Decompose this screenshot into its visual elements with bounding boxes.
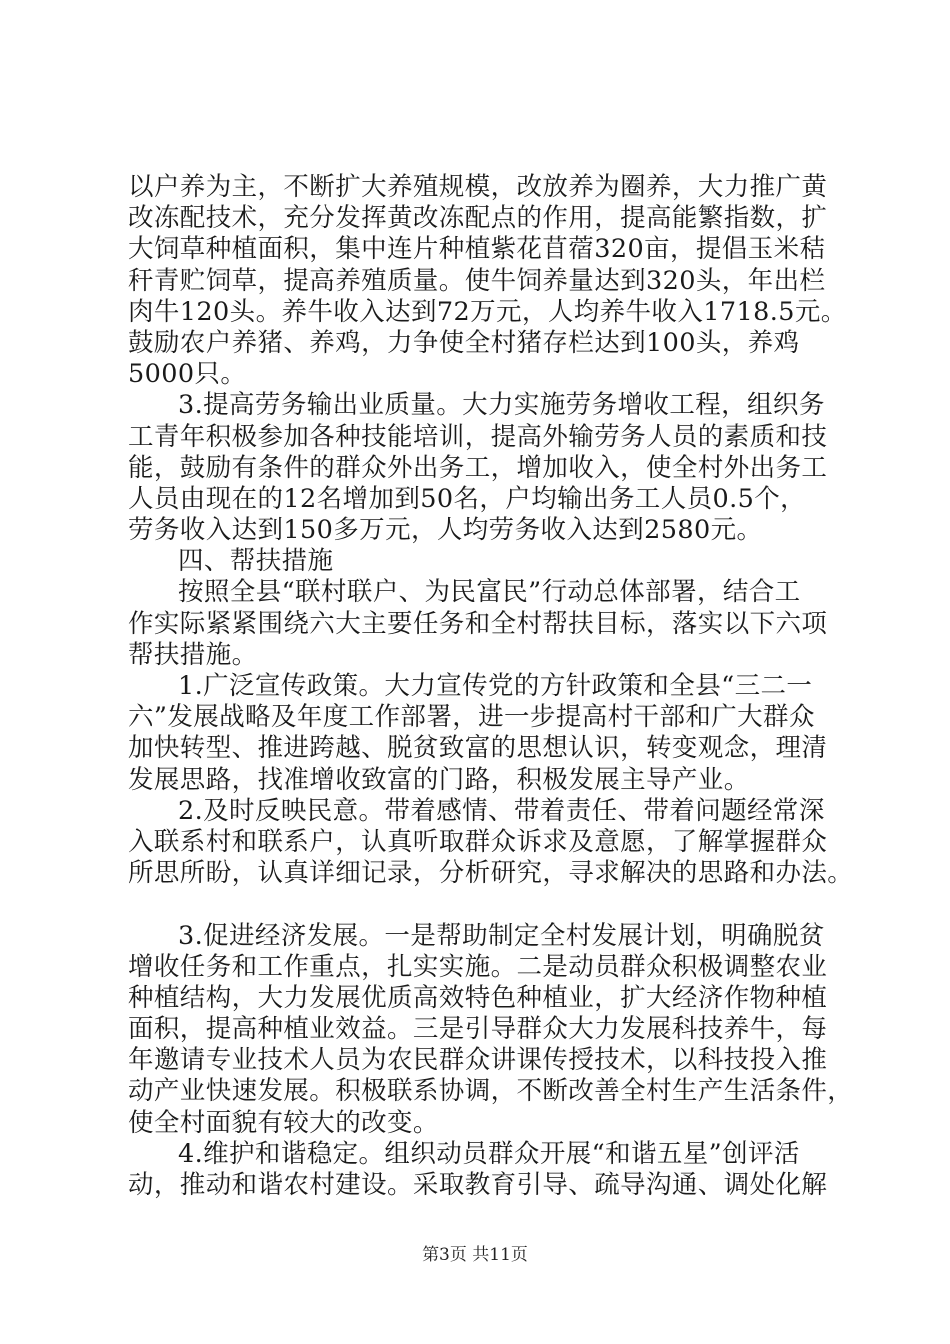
paragraph-start-line: 3.提高劳务输出业质量。大力实施劳务增收工程，组织务 — [178, 390, 825, 421]
page-number-footer: 第3页 共11页 — [422, 1245, 528, 1265]
paragraph-start-line: 1.广泛宣传政策。大力宣传党的方针政策和全县“三二一 — [178, 671, 813, 701]
paragraph-start-line: 3.促进经济发展。一是帮助制定全村发展计划，明确脱贫 — [178, 920, 825, 951]
text-line: 动产业快速发展。积极联系协调，不断改善全村生产生活条件， — [128, 1076, 854, 1107]
text-line: 发展思路，找准增收致富的门路，积极发展主导产业。 — [128, 764, 750, 795]
text-line: 人员由现在的12名增加到50名，户均输出务工人员0.5个， — [128, 483, 807, 514]
text-line: 劳务收入达到150多万元，人均劳务收入达到2580元。 — [128, 515, 763, 546]
text-line: 入联系村和联系户，认真听取群众诉求及意愿，了解掌握群众 — [128, 826, 828, 857]
text-line: 加快转型、推进跨越、脱贫致富的思想认识，转变观念，理清 — [128, 733, 828, 764]
section-heading: 四、帮扶措施 — [178, 546, 334, 577]
page-body — [128, 172, 854, 1201]
text-line: 秆青贮饲草，提高养殖质量。使牛饲养量达到320头，年出栏 — [128, 265, 826, 296]
text-line: 所思所盼，认真详细记录，分析研究，寻求解决的思路和办法。 — [128, 858, 854, 889]
text-line: 种植结构，大力发展优质高效特色种植业，扩大经济作物种植 — [128, 982, 828, 1013]
paragraph-start-line: 4.维护和谐稳定。组织动员群众开展“和谐五星”创评活 — [178, 1138, 800, 1169]
text-line: 改冻配技术，充分发挥黄改冻配点的作用，提高能繁指数，扩 — [128, 203, 828, 234]
blank-line — [128, 889, 848, 920]
text-line: 面积，提高种植业效益。三是引导群众大力发展科技养牛，每 — [128, 1014, 828, 1045]
text-line: 工青年积极参加各种技能培训，提高外输劳务人员的素质和技 — [128, 421, 828, 452]
text-line: 六”发展战略及年度工作部署，进一步提高村干部和广大群众 — [128, 702, 815, 733]
paragraph-start-line: 2.及时反映民意。带着感情、带着责任、带着问题经常深 — [178, 795, 825, 826]
text-line: 能，鼓励有条件的群众外出务工，增加收入，使全村外出务工 — [128, 452, 828, 483]
text-line: 使全村面貌有较大的改变。 — [128, 1107, 439, 1138]
text-line: 鼓励农户养猪、养鸡，力争使全村猪存栏达到100头，养鸡 — [128, 327, 800, 358]
paragraph-start-line: 按照全县“联村联户、为民富民”行动总体部署，结合工 — [178, 577, 801, 608]
text-line: 作实际紧紧围绕六大主要任务和全村帮扶目标，落实以下六项 — [128, 608, 828, 639]
text-line: 肉牛120头。养牛收入达到72万元，人均养牛收入1718.5元。 — [128, 296, 847, 327]
text-line: 以户养为主，不断扩大养殖规模，改放养为圈养，大力推广黄 — [128, 172, 828, 202]
text-line: 动，推动和谐农村建设。采取教育引导、疏导沟通、调处化解 — [128, 1170, 828, 1200]
text-line: 年邀请专业技术人员为农民群众讲课传授技术，以科技投入推 — [128, 1045, 828, 1076]
text-line: 增收任务和工作重点，扎实实施。二是动员群众积极调整农业 — [128, 951, 828, 982]
text-line: 大饲草种植面积，集中连片种植紫花苜蓿320亩，提倡玉米秸 — [128, 234, 826, 265]
text-line: 5000只。 — [128, 359, 247, 390]
text-line: 帮扶措施。 — [128, 639, 258, 670]
